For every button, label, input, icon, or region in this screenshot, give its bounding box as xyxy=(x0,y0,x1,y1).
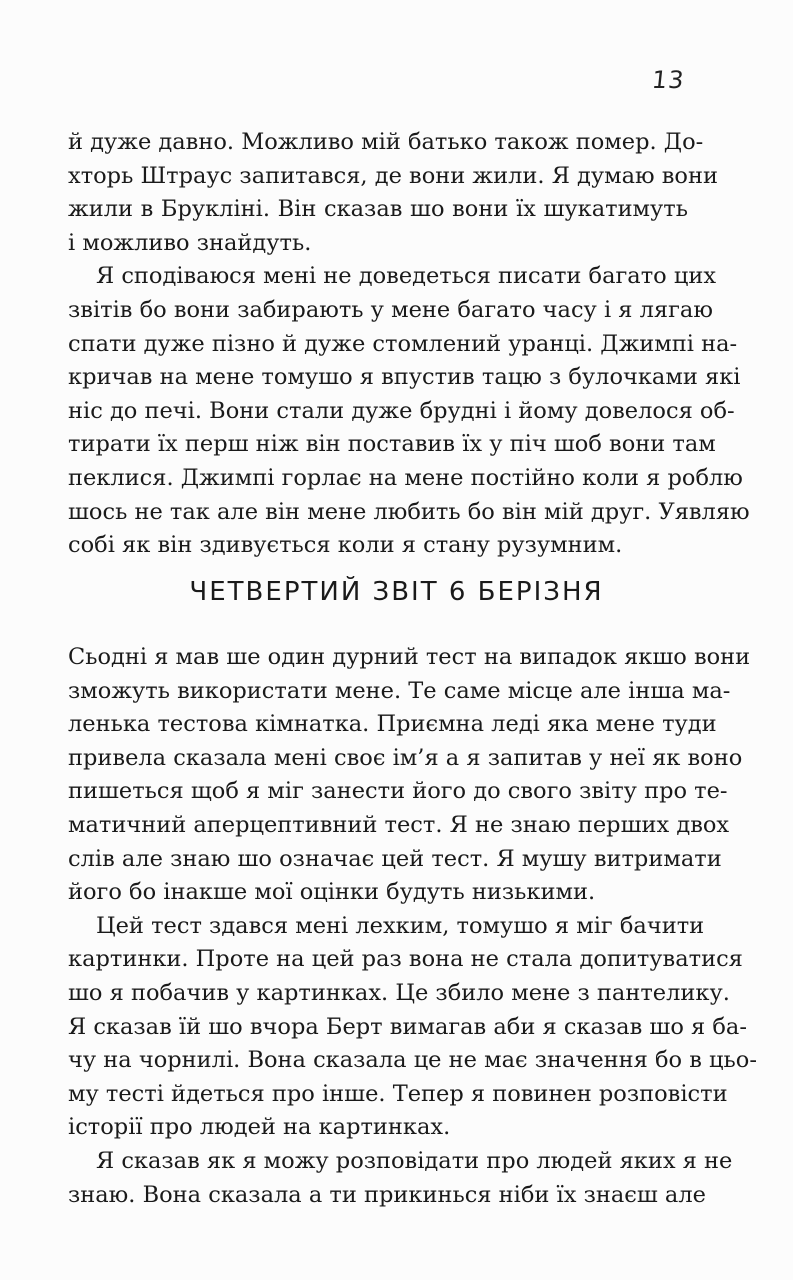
text-line: Я сподіваюся мені не доведеться писати багато цих xyxy=(96,263,717,290)
text-line: й дуже давно. Можливо мій батько також помер. До- xyxy=(68,129,704,155)
text-line: Сьодні я мав ше один дурний тест на випадок якшо вони xyxy=(68,644,751,670)
text-block-bottom xyxy=(68,641,757,1212)
text-line: і можливо знайдуть. xyxy=(68,229,312,256)
text-line: чу на чорнилі. Вона сказала це не має значення бо в цьо- xyxy=(68,1047,757,1074)
text-line: пеклися. Джимпі горлає на мене постійно коли я роблю xyxy=(68,464,743,491)
text-line: хторь Штраус запитався, де вони жили. Я думаю вони xyxy=(68,162,718,189)
text-line: історії про людей на картинках. xyxy=(68,1114,451,1141)
text-line: жили в Брукліні. Він сказав шо вони їх шукатимуть xyxy=(68,196,688,223)
text-line: шо я побачив у картинках. Це збило мене з пантелику. xyxy=(68,979,730,1006)
text-line: ніс до печі. Вони стали дуже брудні і йому довелося об- xyxy=(68,397,735,424)
text-line: тирати їх перш ніж він поставив їх у піч шоб вони там xyxy=(68,431,716,458)
text-line: його бо інакше мої оцінки будуть низькими. xyxy=(68,879,596,906)
text-line: му тесті йдеться про інше. Тепер я повинен розповісти xyxy=(68,1080,728,1107)
text-line: Цей тест здався мені лехким, томушо я міг бачити xyxy=(96,912,705,939)
text-line: пишеться щоб я міг занести його до свого звіту про те- xyxy=(68,778,728,805)
text-line: спати дуже пізно й дуже стомлений уранці. Джимпі на- xyxy=(68,330,738,357)
text-block-top xyxy=(68,126,750,563)
text-line: знаю. Вона сказала а ти прикинься ніби їх знаєш але xyxy=(68,1181,706,1208)
text-line: картинки. Проте на цей раз вона не стала допитуватися xyxy=(68,946,743,973)
text-line: привела сказала мені своє ім’я а я запитав у неї як воно xyxy=(68,744,743,771)
text-line: Я сказав як я можу розповідати про людей яких я не xyxy=(96,1147,733,1174)
text-line: слів але знаю шо означає цей тест. Я мушу витримати xyxy=(68,845,722,872)
page-number: 13 xyxy=(650,66,687,94)
text-line: зможуть використати мене. Те саме місце але інша ма- xyxy=(68,677,731,704)
text-line: кричав на мене томушо я впустив тацю з булочками які xyxy=(68,364,741,391)
section-heading: ЧЕТВЕРТИЙ ЗВІТ 6 БЕРІЗНЯ xyxy=(189,577,604,607)
text-line: собі як він здивується коли я стану рузумним. xyxy=(68,532,623,559)
text-line: шось не так але він мене любить бо він мій друг. Уявляю xyxy=(68,498,750,525)
text-line: ленька тестова кімнатка. Приємна леді яка мене туди xyxy=(68,711,717,738)
text-line: Я сказав їй шо вчора Берт вимагав аби я сказав шо я ба- xyxy=(68,1013,747,1040)
text-line: звітів бо вони забирають у мене багато часу і я лягаю xyxy=(68,296,713,323)
text-line: матичний аперцептивний тест. Я не знаю перших двох xyxy=(68,811,730,838)
